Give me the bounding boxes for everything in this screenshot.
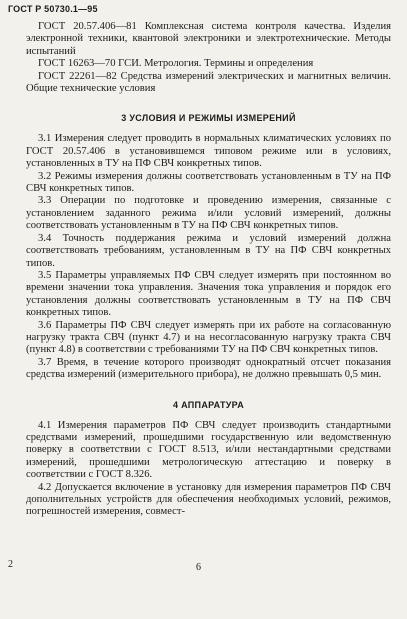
paragraph-3-4: 3.4 Точность поддержания режима и условий измерений должна соответствовать требованиям, установленным в ТУ на ПФ СВЧ конкретных типов.: [26, 232, 391, 269]
paragraph-4-1: 4.1 Измерения параметров ПФ СВЧ следует производить стандартными средствами измерений, прошедшими государственную или ведомственную поверку в соответствии с ГОСТ 8.513, и/или нестандартными средствами измерений, прошедшими метрологическую аттестацию и поверку в соответствии с ГОСТ 8.326.: [26, 419, 391, 481]
reference-item: ГОСТ 20.57.406—81 Комплексная система контроля качества. Изделия электронной техники, квантовой электроники и электротехнические. Методы испытаний: [26, 21, 391, 57]
paragraph-3-5: 3.5 Параметры управляемых ПФ СВЧ следует измерять при постоянном во времени значении тока управления. Значения тока управления и порядок его установления должны соответствовать установленным в ТУ на ПФ СВЧ конкретных типов.: [26, 269, 391, 319]
page-number: 2: [8, 559, 13, 570]
paragraph-3-7: 3.7 Время, в течение которого производят однократный отсчет показания средства измерений (измерительного прибора), не должно превышать 0,5 мин.: [26, 356, 391, 381]
document-header: ГОСТ Р 50730.1—95: [8, 4, 98, 14]
reference-item: ГОСТ 22261—82 Средства измерений электрических и магнитных величин. Общие технические условия: [26, 70, 391, 95]
section-3-title: 3 УСЛОВИЯ И РЕЖИМЫ ИЗМЕРЕНИЙ: [121, 113, 296, 124]
paragraph-3-2: 3.2 Режимы измерения должны соответствовать установленным в ТУ на ПФ СВЧ конкретных типов.: [26, 170, 391, 195]
folio-number: 6: [196, 562, 201, 573]
paragraph-3-6: 3.6 Параметры ПФ СВЧ следует измерять при их работе на согласованную нагрузку тракта СВЧ (пункт 4.7) и на несогласованную нагрузку тракта СВЧ (пункт 4.8) в соответствии с требованиями ТУ на ПФ СВЧ конкретных типов.: [26, 319, 391, 356]
section-4-title: 4 АППАРАТУРА: [173, 399, 244, 410]
paragraph-3-1: 3.1 Измерения следует проводить в нормальных климатических условиях по ГОСТ 20.57.406 в установившемся типовом режиме или в условиях, установленных в ТУ на ПФ СВЧ конкретных типов.: [26, 133, 391, 170]
paragraph-4-2: 4.2 Допускается включение в установку для измерения параметров ПФ СВЧ дополнительных устройств для обеспечения необходимых условий, режимов, погрешностей измерения, совмест-: [26, 481, 391, 518]
paragraph-3-3: 3.3 Операции по подготовке и проведению измерения, связанные с установлением заданного режима и/или условий измерений, должны соответствовать установленным в ТУ на ПФ СВЧ конкретных типов.: [26, 195, 391, 232]
page-content: [26, 21, 391, 519]
reference-item: ГОСТ 16263—70 ГСИ. Метрология. Термины и определения: [38, 58, 314, 70]
